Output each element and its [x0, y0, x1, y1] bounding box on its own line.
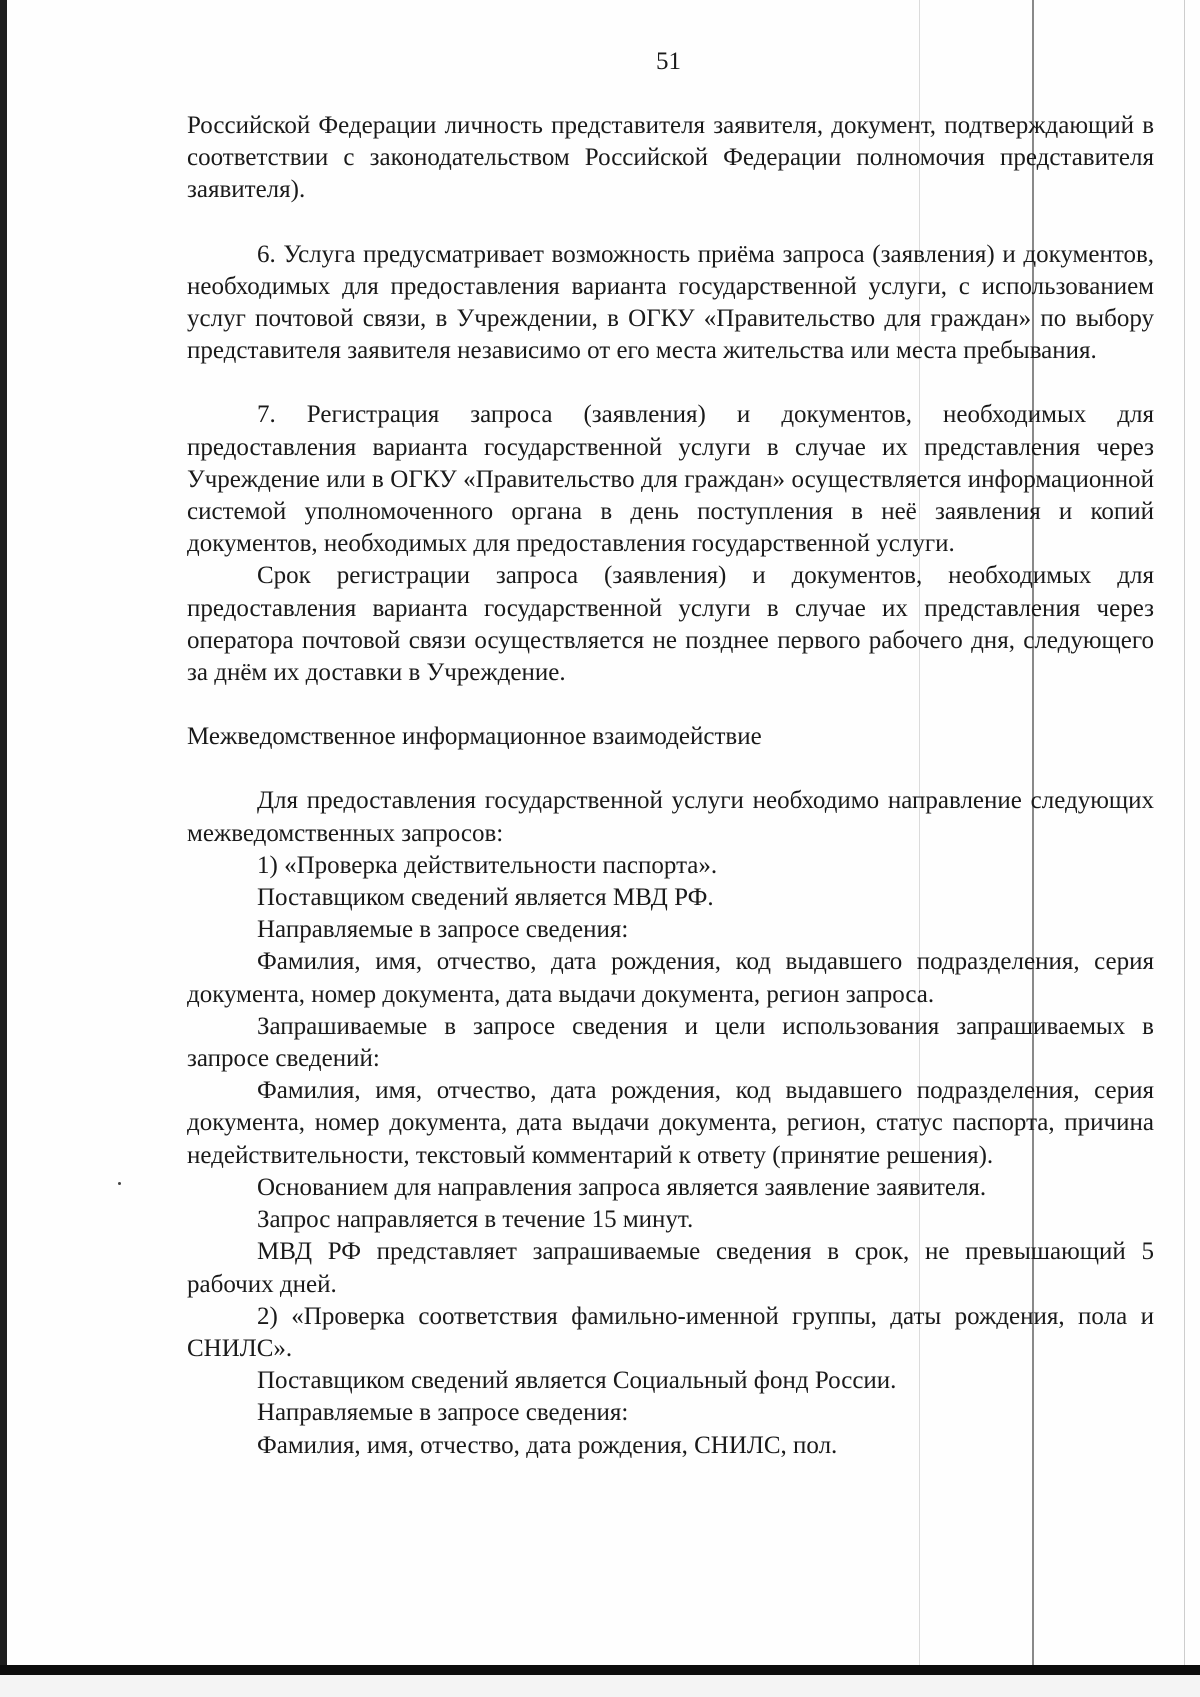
paragraph: Направляемые в запросе сведения:	[257, 916, 629, 944]
paragraph: Направляемые в запросе сведения:	[257, 1399, 629, 1427]
paragraph-gap	[187, 207, 1154, 239]
document-body	[187, 110, 1154, 1462]
paragraph: Запрашиваемые в запросе сведения и цели использования запрашиваемых в запросе сведений:	[187, 1012, 1154, 1073]
scan-artifact-line	[1184, 0, 1185, 1697]
paragraph: Поставщиком сведений является Социальный фонд России.	[257, 1367, 897, 1395]
scan-left-edge	[0, 0, 7, 1675]
scan-speck	[118, 1182, 121, 1185]
paragraph-gap	[187, 689, 1154, 721]
paragraph: Срок регистрации запроса (заявления) и документов, необходимых для предоставления варианта государственной услуги в случае их представления через оператора почтовой связи осуществляется не позднее первого рабочего дня, следующего за днём их доставки в Учреждение.	[187, 562, 1154, 687]
scan-margin	[0, 1675, 1200, 1697]
paragraph: Российской Федерации личность представителя заявителя, документ, подтверждающий в соответствии с законодательством Российской Федерации полномочия представителя заявителя).	[187, 112, 1154, 204]
paragraph-gap	[187, 367, 1154, 399]
list-item: 2) «Проверка соответствия фамильно-именной группы, даты рождения, пола и СНИЛС».	[187, 1302, 1154, 1362]
scan-bottom-edge	[0, 1665, 1200, 1675]
paragraph: МВД РФ представляет запрашиваемые сведения в срок, не превышающий 5 рабочих дней.	[187, 1238, 1154, 1298]
paragraph: Запрос направляется в течение 15 минут.	[257, 1206, 694, 1234]
paragraph: Фамилия, имя, отчество, дата рождения, СНИЛС, пол.	[257, 1431, 838, 1459]
section-heading: Межведомственное информационное взаимодействие	[187, 723, 762, 751]
paragraph: Основанием для направления запроса является заявление заявителя.	[257, 1173, 987, 1201]
paragraph: 7. Регистрация запроса (заявления) и документов, необходимых для предоставления варианта государственной услуги в случае их представления через Учреждение или в ОГКУ «Правительство для граждан» осуществляется информационной системой уполномоченного органа в день поступления в неё заявления и копий документов, необходимых для предоставления государственной услуги.	[187, 401, 1154, 558]
paragraph-gap	[187, 753, 1154, 785]
paragraph: Поставщиком сведений является МВД РФ.	[257, 884, 714, 912]
page-number: 51	[656, 48, 681, 75]
paragraph: Для предоставления государственной услуги необходимо направление следующих межведомственных запросов:	[187, 787, 1154, 847]
list-item: 1) «Проверка действительности паспорта».	[257, 851, 718, 879]
paragraph: 6. Услуга предусматривает возможность приёма запроса (заявления) и документов, необходимых для предоставления варианта государственной услуги, с использованием услуг почтовой связи, в Учреждении, в ОГКУ «Правительство для граждан» по выбору представителя заявителя независимо от его места жительства или места пребывания.	[187, 240, 1154, 365]
paragraph: Фамилия, имя, отчество, дата рождения, код выдавшего подразделения, серия документа, номер документа, дата выдачи документа, регион запроса.	[187, 948, 1154, 1008]
paragraph: Фамилия, имя, отчество, дата рождения, код выдавшего подразделения, серия документа, номер документа, дата выдачи документа, регион, статус паспорта, причина недействительности, текстовый комментарий к ответу (принятие решения).	[187, 1077, 1154, 1169]
